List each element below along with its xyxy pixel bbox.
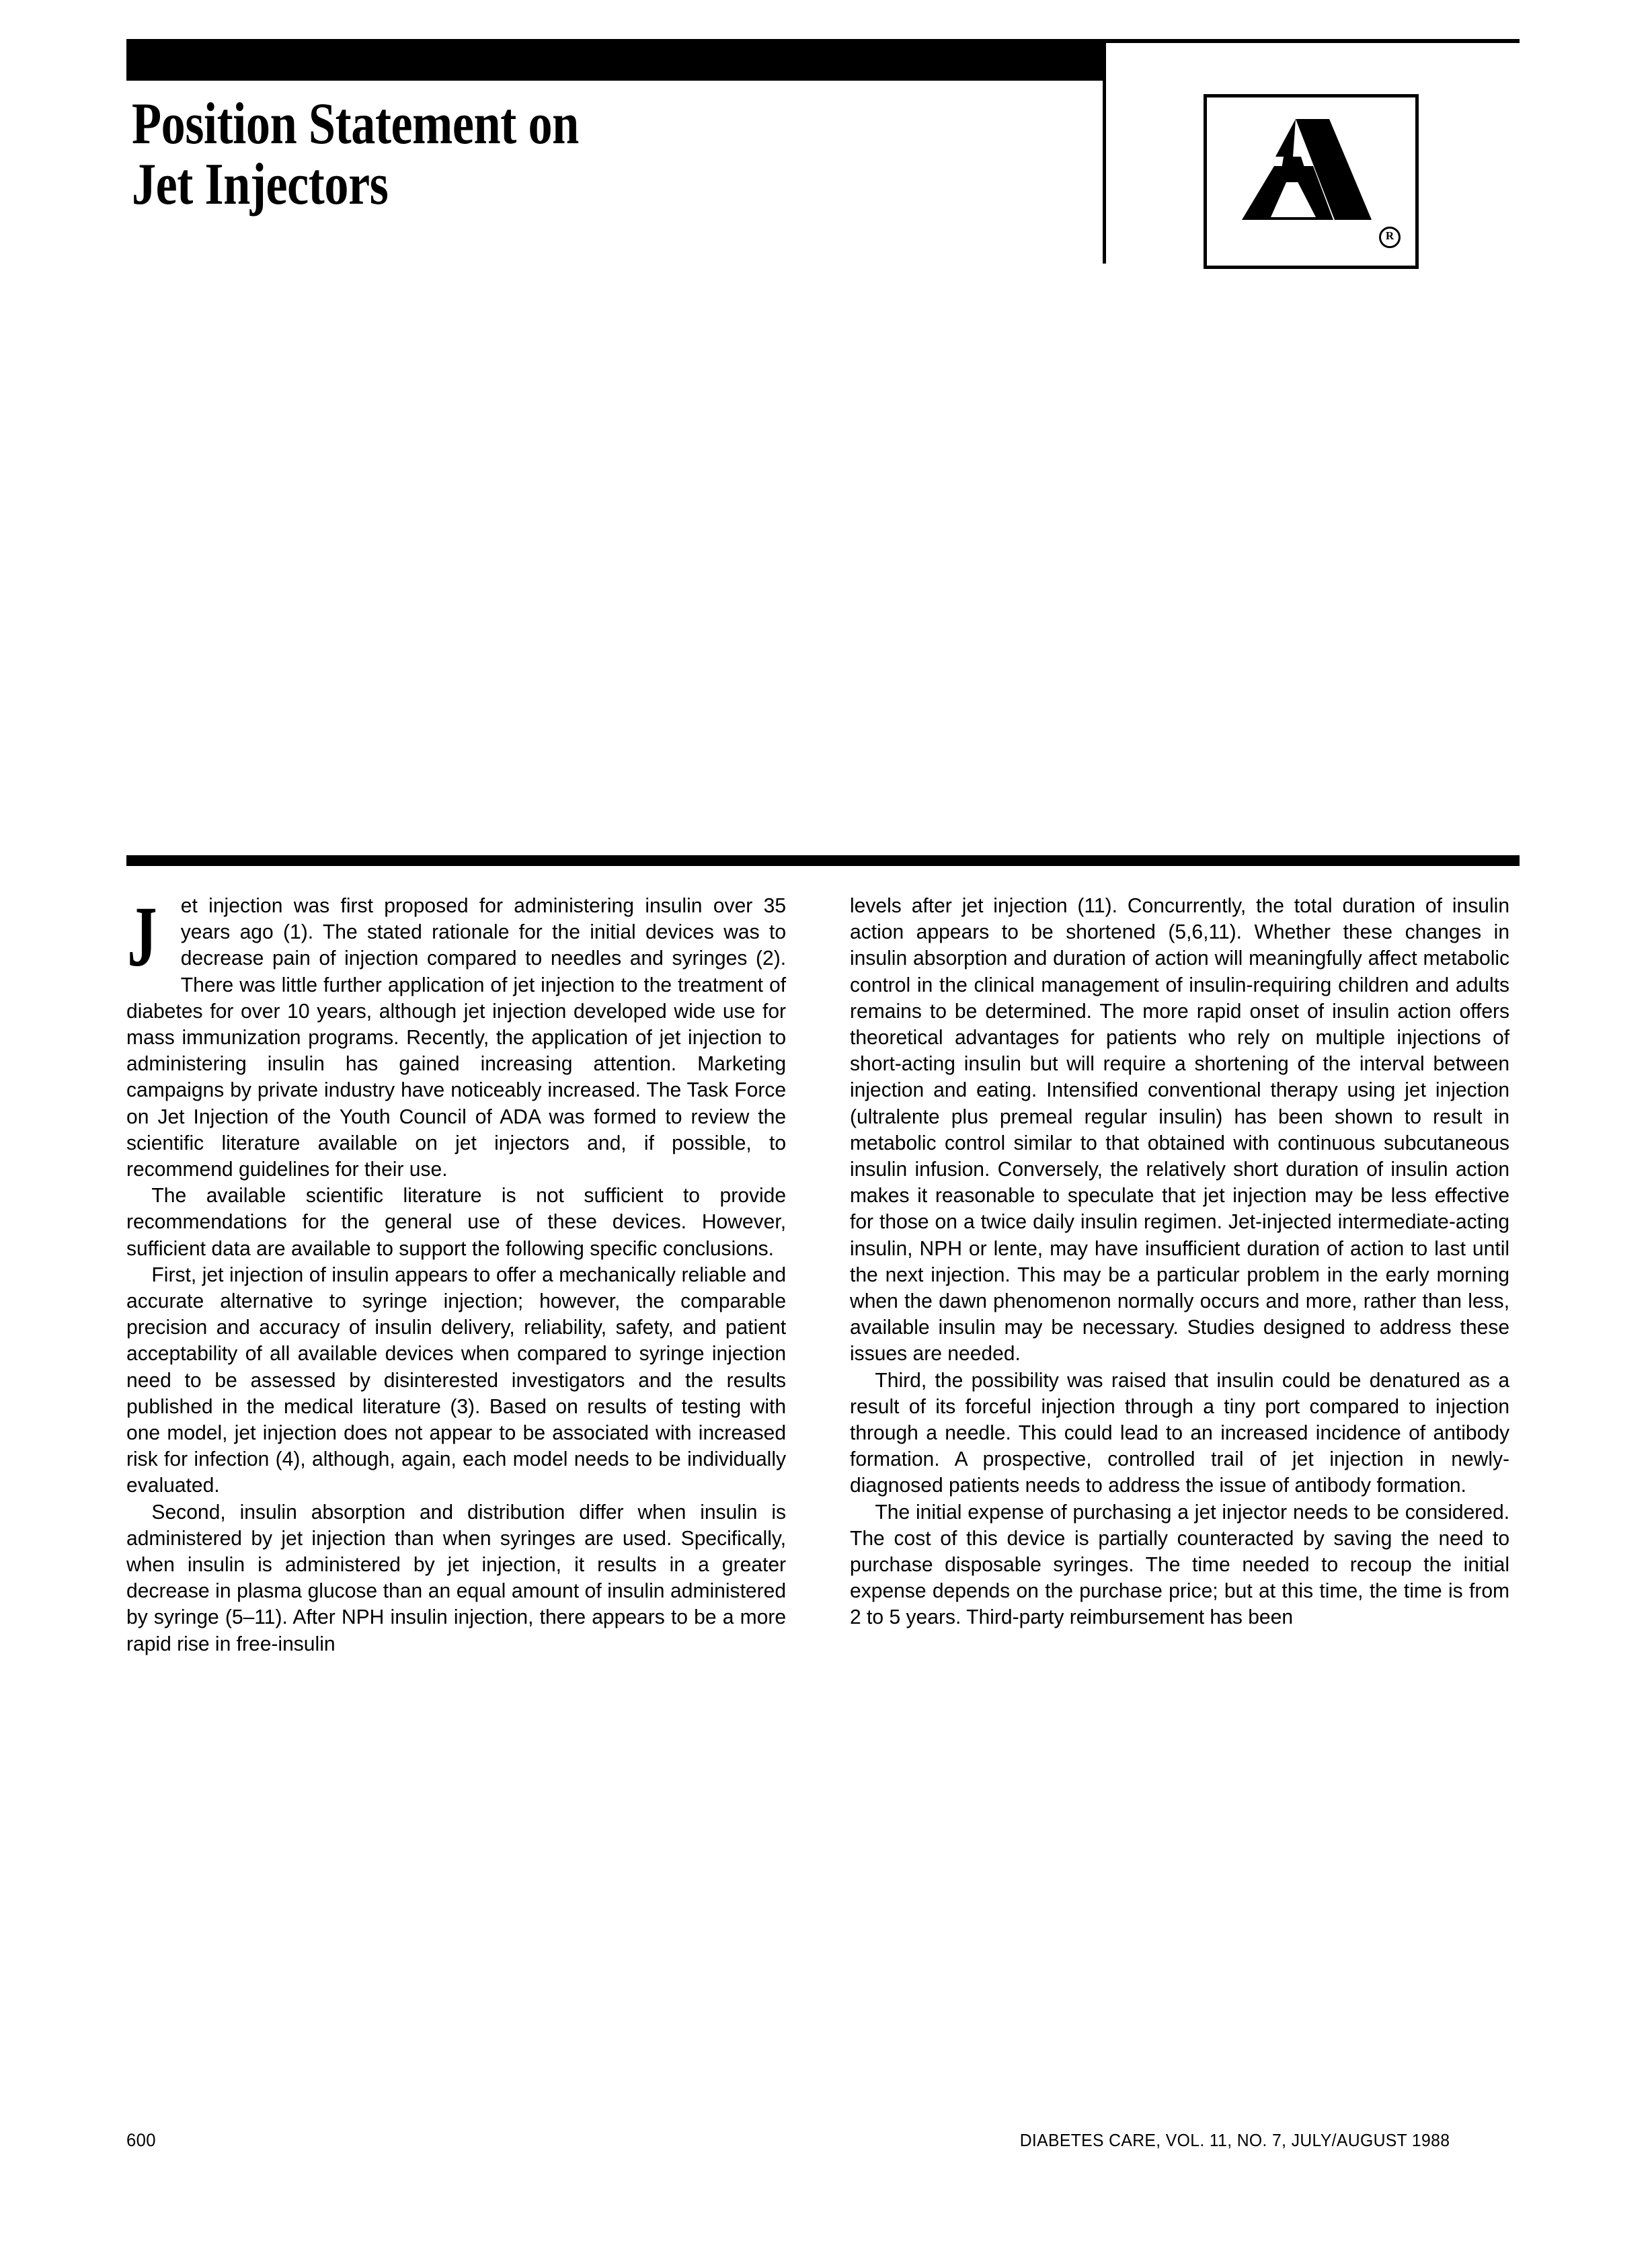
- paragraph: [126, 889, 787, 1183]
- right-column: [850, 893, 1509, 2076]
- paragraph-text: et injection was first proposed for administering insulin over 35 years ago (1). The stated rationale for the initial devices was to decrease pain of injection compared to needles and syringes (2). There was little further application of jet injection to the treatment of diabetes for over 10 years, although jet injection developed wide use for mass immunization programs. Recently, the application of jet injection to administering insulin has gained increasing attention. Marketing campaigns by private industry have noticeably increased. The Task Force on Jet Injection of the Youth Council of ADA was formed to review the scientific literature available on jet injectors and, if possible, to recommend guidelines for their use.: [126, 894, 787, 1181]
- paragraph: The available scientific literature is not sufficient to provide recommendations for the general use of these devices. However, sufficient data are available to support the following specific conclusions.: [126, 1184, 787, 1260]
- paragraph: The initial expense of purchasing a jet injector needs to be considered. The cost of this device is partially counteracted by saving the need to purchase disposable syringes. The time needed to recoup the initial expense depends on the purchase price; but at this time, the time is from 2 to 5 years. Third-party reimbursement has been: [850, 1500, 1510, 1629]
- page-footer: [126, 2130, 1450, 2151]
- article-body: [126, 889, 1520, 2076]
- paragraph: Second, insulin absorption and distribution differ when insulin is administered by jet injection than when syringes are used. Specifically, when insulin is administered by jet injection, it results in a greater decrease in plasma glucose than an equal amount of insulin administered by syringe (5–11). After NPH insulin injection, there appears to be a more rapid rise in free-insulin: [126, 1500, 787, 1655]
- page-number: 600: [126, 2130, 156, 2150]
- ada-logo-box: [1204, 94, 1419, 269]
- header-vertical-divider: [1103, 42, 1106, 264]
- paragraph: Third, the possibility was raised that insulin could be denatured as a result of its forceful injection through a tiny port compared to injection through a needle. This could lead to an increased incidence of antibody formation. A prospective, controlled trail of jet injection in newly-diagnosed patients needs to address the issue of antibody formation.: [850, 1368, 1510, 1497]
- drop-cap: J: [127, 889, 157, 984]
- header-black-bar: [126, 42, 1105, 81]
- paragraph: First, jet injection of insulin appears to offer a mechanically reliable and accurate alternative to syringe injection; however, the comparable precision and accuracy of insulin delivery, reliability, safety, and patient acceptability of all available devices when compared to syringe injection need to be assessed by disinterested investigators and the results published in the medical literature (3). Based on results of testing with one model, jet injection does not appear to be associated with increased risk for infection (4), although, again, each model needs to be individually evaluated.: [126, 1263, 787, 1497]
- body-top-rule: [126, 855, 1520, 866]
- american-diabetes-association-logo-icon: [1234, 118, 1375, 239]
- journal-citation: DIABETES CARE, VOL. 11, NO. 7, JULY/AUGUST 1988: [1019, 2130, 1450, 2150]
- paragraph: levels after jet injection (11). Concurrently, the total duration of insulin action appears to be shortened (5,6,11). Whether these changes in insulin absorption and duration of action will meaningfully affect metabolic control in the clinical management of insulin-requiring children and adults remains to be determined. The more rapid onset of insulin action offers theoretical advantages for patients who rely on multiple injections of short-acting insulin but will require a shortening of the interval between injection and eating. Intensified conventional therapy using jet injection (ultralente plus premeal regular insulin) has been shown to result in metabolic control similar to that obtained with continuous subcutaneous insulin infusion. Conversely, the relatively short duration of insulin action makes it reasonable to speculate that jet injection may be less effective for those on a twice daily insulin regimen. Jet-injected intermediate-acting insulin, NPH or lente, may have insufficient duration of action to last until the next injection. This may be a particular problem in the early morning when the dawn phenomenon normally occurs and more, rather than less, available insulin may be necessary. Studies designed to address these issues are needed.: [850, 894, 1510, 1366]
- page-title: Position Statement on Jet Injectors: [132, 91, 579, 217]
- left-column: [126, 889, 787, 2076]
- registered-trademark-icon: R: [1379, 227, 1401, 248]
